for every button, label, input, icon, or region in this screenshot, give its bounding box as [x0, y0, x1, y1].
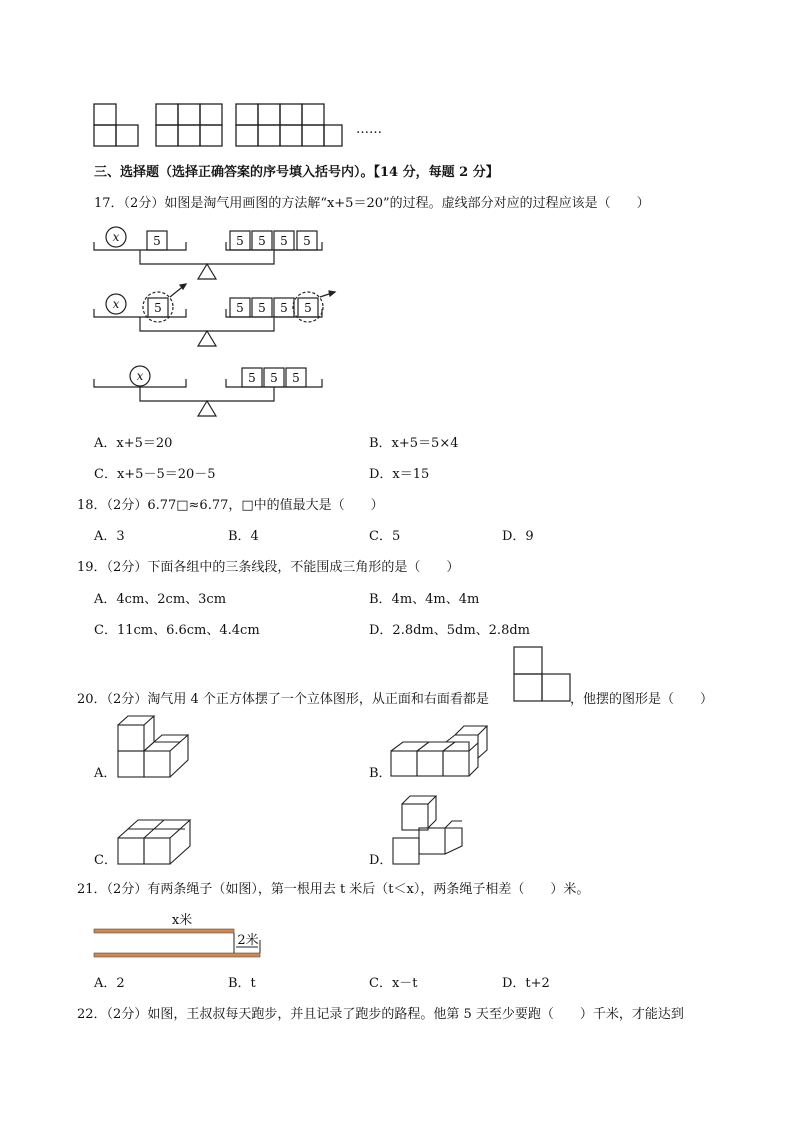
- q17-weight: 5: [236, 301, 244, 315]
- q18-option-a[interactable]: A．3: [94, 529, 125, 544]
- q17-weight: 5: [153, 234, 161, 248]
- q17-weight: 5: [292, 371, 300, 385]
- q18-option-c[interactable]: C．5: [369, 529, 401, 544]
- q17-option-c[interactable]: C．x+5－5＝20－5: [94, 467, 216, 482]
- q17-option-a[interactable]: A．x+5＝20: [94, 436, 173, 451]
- q20-option-c[interactable]: C．: [94, 853, 117, 868]
- q17-weight: 5: [258, 234, 266, 248]
- q17-weight: 5: [236, 234, 244, 248]
- q17-stem: 17．（2分）如图是淘气用画图的方法解“x+5＝20”的过程。虚线部分对应的过程应该是（ ）: [94, 196, 650, 211]
- q17-weight: 5: [303, 234, 311, 248]
- q17-weight: 5: [154, 301, 162, 315]
- q17-weight: 5: [304, 301, 312, 315]
- q17-var-1: x: [112, 230, 120, 244]
- q19-option-a[interactable]: A．4cm、2cm、3cm: [94, 592, 227, 607]
- q17-weight: 5: [248, 371, 256, 385]
- q17-weight: 5: [280, 301, 288, 315]
- q21-diff-label: 2米: [237, 933, 259, 948]
- q20-stem-after: ，他摆的图形是（ ）: [570, 692, 714, 707]
- q18-option-d[interactable]: D．9: [502, 529, 534, 544]
- q22-stem: 22．（2分）如图，王叔叔每天跑步，并且记录了跑步的路程。他第 5 天至少要跑（ ）千米，才能达到: [77, 1007, 684, 1022]
- q21-stem: 21．（2分）有两条绳子（如图），第一根用去 t 米后（t＜x），两条绳子相差（ ）米。: [77, 882, 590, 897]
- q21-option-b[interactable]: B．t: [228, 976, 256, 991]
- q17-var-2: x: [112, 297, 120, 311]
- q17-var-3: x: [136, 369, 144, 383]
- q19-stem: 19．（2分）下面各组中的三条线段，不能围成三角形的是（ ）: [77, 560, 460, 575]
- q19-option-b[interactable]: B．4m、4m、4m: [369, 592, 480, 607]
- q21-option-a[interactable]: A．2: [94, 976, 125, 991]
- q17-weight: 5: [258, 301, 266, 315]
- q21-option-d[interactable]: D．t+2: [502, 976, 550, 991]
- q18-stem: 18．（2分）6.77□≈6.77，□中的值最大是（ ）: [77, 498, 384, 513]
- q21-option-c[interactable]: C．x－t: [369, 976, 418, 991]
- q20-option-a[interactable]: A．: [94, 766, 117, 781]
- q19-option-c[interactable]: C．11cm、6.6cm、4.4cm: [94, 623, 260, 638]
- q20-stem-before: 20．（2分）淘气用 4 个正方体摆了一个立体图形，从正面和右面看都是: [77, 692, 489, 707]
- q17-weight: 5: [280, 234, 288, 248]
- q18-option-b[interactable]: B．4: [228, 529, 259, 544]
- q21-rope-label: x米: [171, 913, 193, 928]
- pattern-ellipsis: ……: [356, 122, 382, 137]
- q17-weight: 5: [270, 371, 278, 385]
- q20-option-d[interactable]: D．: [369, 853, 393, 868]
- q20-option-b[interactable]: B．: [369, 766, 392, 781]
- q17-option-b[interactable]: B．x+5＝5×4: [369, 436, 459, 451]
- q17-option-d[interactable]: D．x＝15: [369, 467, 430, 482]
- q19-option-d[interactable]: D．2.8dm、5dm、2.8dm: [369, 623, 530, 638]
- section-heading: 三、选择题（选择正确答案的序号填入括号内）。【14 分，每题 2 分】: [94, 165, 499, 180]
